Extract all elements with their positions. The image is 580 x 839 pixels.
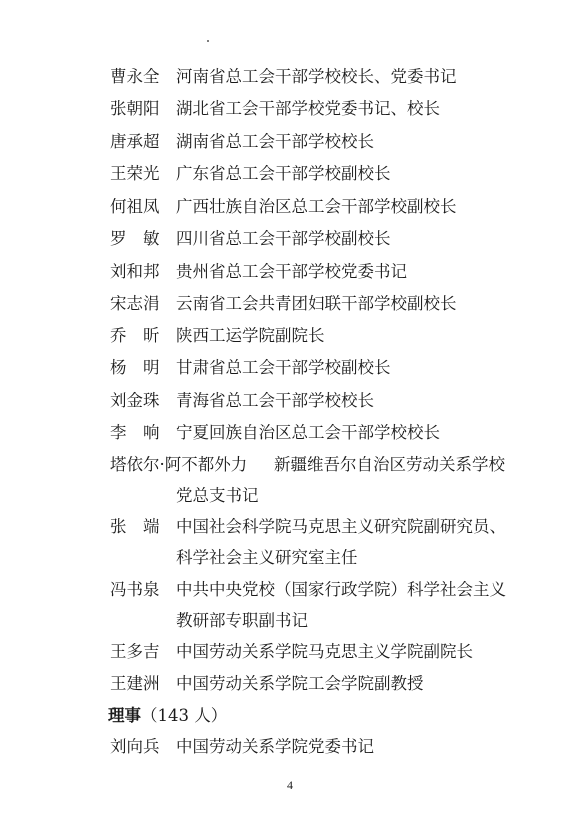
person-name: 唐承超 (110, 132, 160, 151)
person-title: 中共中央党校（国家行政学院）科学社会主义 (176, 580, 506, 599)
person-name: 罗 敏 (110, 229, 160, 248)
person-title: 中国劳动关系学院工会学院副教授 (176, 674, 424, 693)
person-name: 王多吉 (110, 642, 160, 661)
list-item (110, 423, 440, 443)
section-heading-count: （143 人） (141, 706, 228, 725)
person-title-continued: 教研部专职副书记 (176, 611, 308, 630)
person-title-continued: 科学社会主义研究室主任 (176, 548, 358, 567)
person-title: 宁夏回族自治区总工会干部学校校长 (176, 423, 440, 442)
person-title: 中国劳动关系学院党委书记 (176, 737, 374, 756)
person-name: 宋志涓 (110, 294, 160, 313)
person-name: 冯书泉 (110, 580, 160, 599)
list-item (110, 99, 440, 119)
page-number: 4 (287, 778, 293, 792)
list-item (110, 294, 457, 314)
list-item (110, 132, 374, 152)
person-title: 云南省工会共青团妇联干部学校副校长 (176, 294, 457, 313)
person-title: 青海省总工会干部学校校长 (176, 391, 374, 410)
person-title: 中国劳动关系学院马克思主义学院副院长 (176, 642, 473, 661)
person-name: 刘和邦 (110, 262, 160, 281)
list-item (110, 326, 325, 346)
list-item (110, 358, 391, 378)
person-name: 曹永全 (110, 67, 160, 86)
person-title: 河南省总工会干部学校校长、党委书记 (176, 67, 457, 86)
person-title: 四川省总工会干部学校副校长 (176, 229, 391, 248)
person-title: 新疆维吾尔自治区劳动关系学校 (274, 455, 505, 474)
person-title: 贵州省总工会干部学校党委书记 (176, 262, 407, 281)
person-title: 甘肃省总工会干部学校副校长 (176, 358, 391, 377)
list-item (110, 737, 374, 757)
list-item (110, 164, 391, 184)
list-item (110, 391, 374, 411)
scan-speck (207, 40, 209, 42)
person-name: 王建洲 (110, 674, 160, 693)
list-item (110, 262, 407, 282)
person-title: 湖南省总工会干部学校校长 (176, 132, 374, 151)
list-item (110, 197, 457, 217)
list-item (110, 517, 506, 537)
list-item (110, 229, 391, 249)
person-name: 刘金珠 (110, 391, 160, 410)
person-title: 陕西工运学院副院长 (176, 326, 325, 345)
person-name: 张 端 (110, 517, 160, 536)
list-item (110, 67, 457, 87)
section-heading (108, 706, 227, 726)
person-title: 广东省总工会干部学校副校长 (176, 164, 391, 183)
list-item (110, 455, 505, 475)
person-name: 张朝阳 (110, 99, 160, 118)
list-item (110, 674, 424, 694)
person-name: 乔 昕 (110, 326, 160, 345)
person-title: 湖北省工会干部学校党委书记、校长 (176, 99, 440, 118)
section-heading-label: 理事 (108, 706, 141, 725)
person-name: 刘向兵 (110, 737, 160, 756)
person-name: 杨 明 (110, 358, 160, 377)
person-title: 广西壮族自治区总工会干部学校副校长 (176, 197, 457, 216)
person-name: 李 响 (110, 423, 160, 442)
list-item (110, 642, 473, 662)
person-title: 中国社会科学院马克思主义研究院副研究员、 (176, 517, 506, 536)
person-name: 王荣光 (110, 164, 160, 183)
person-name: 塔依尔·阿不都外力 (110, 455, 248, 474)
person-title-continued: 党总支书记 (176, 486, 259, 505)
list-item (110, 580, 506, 600)
person-name: 何祖凤 (110, 197, 160, 216)
